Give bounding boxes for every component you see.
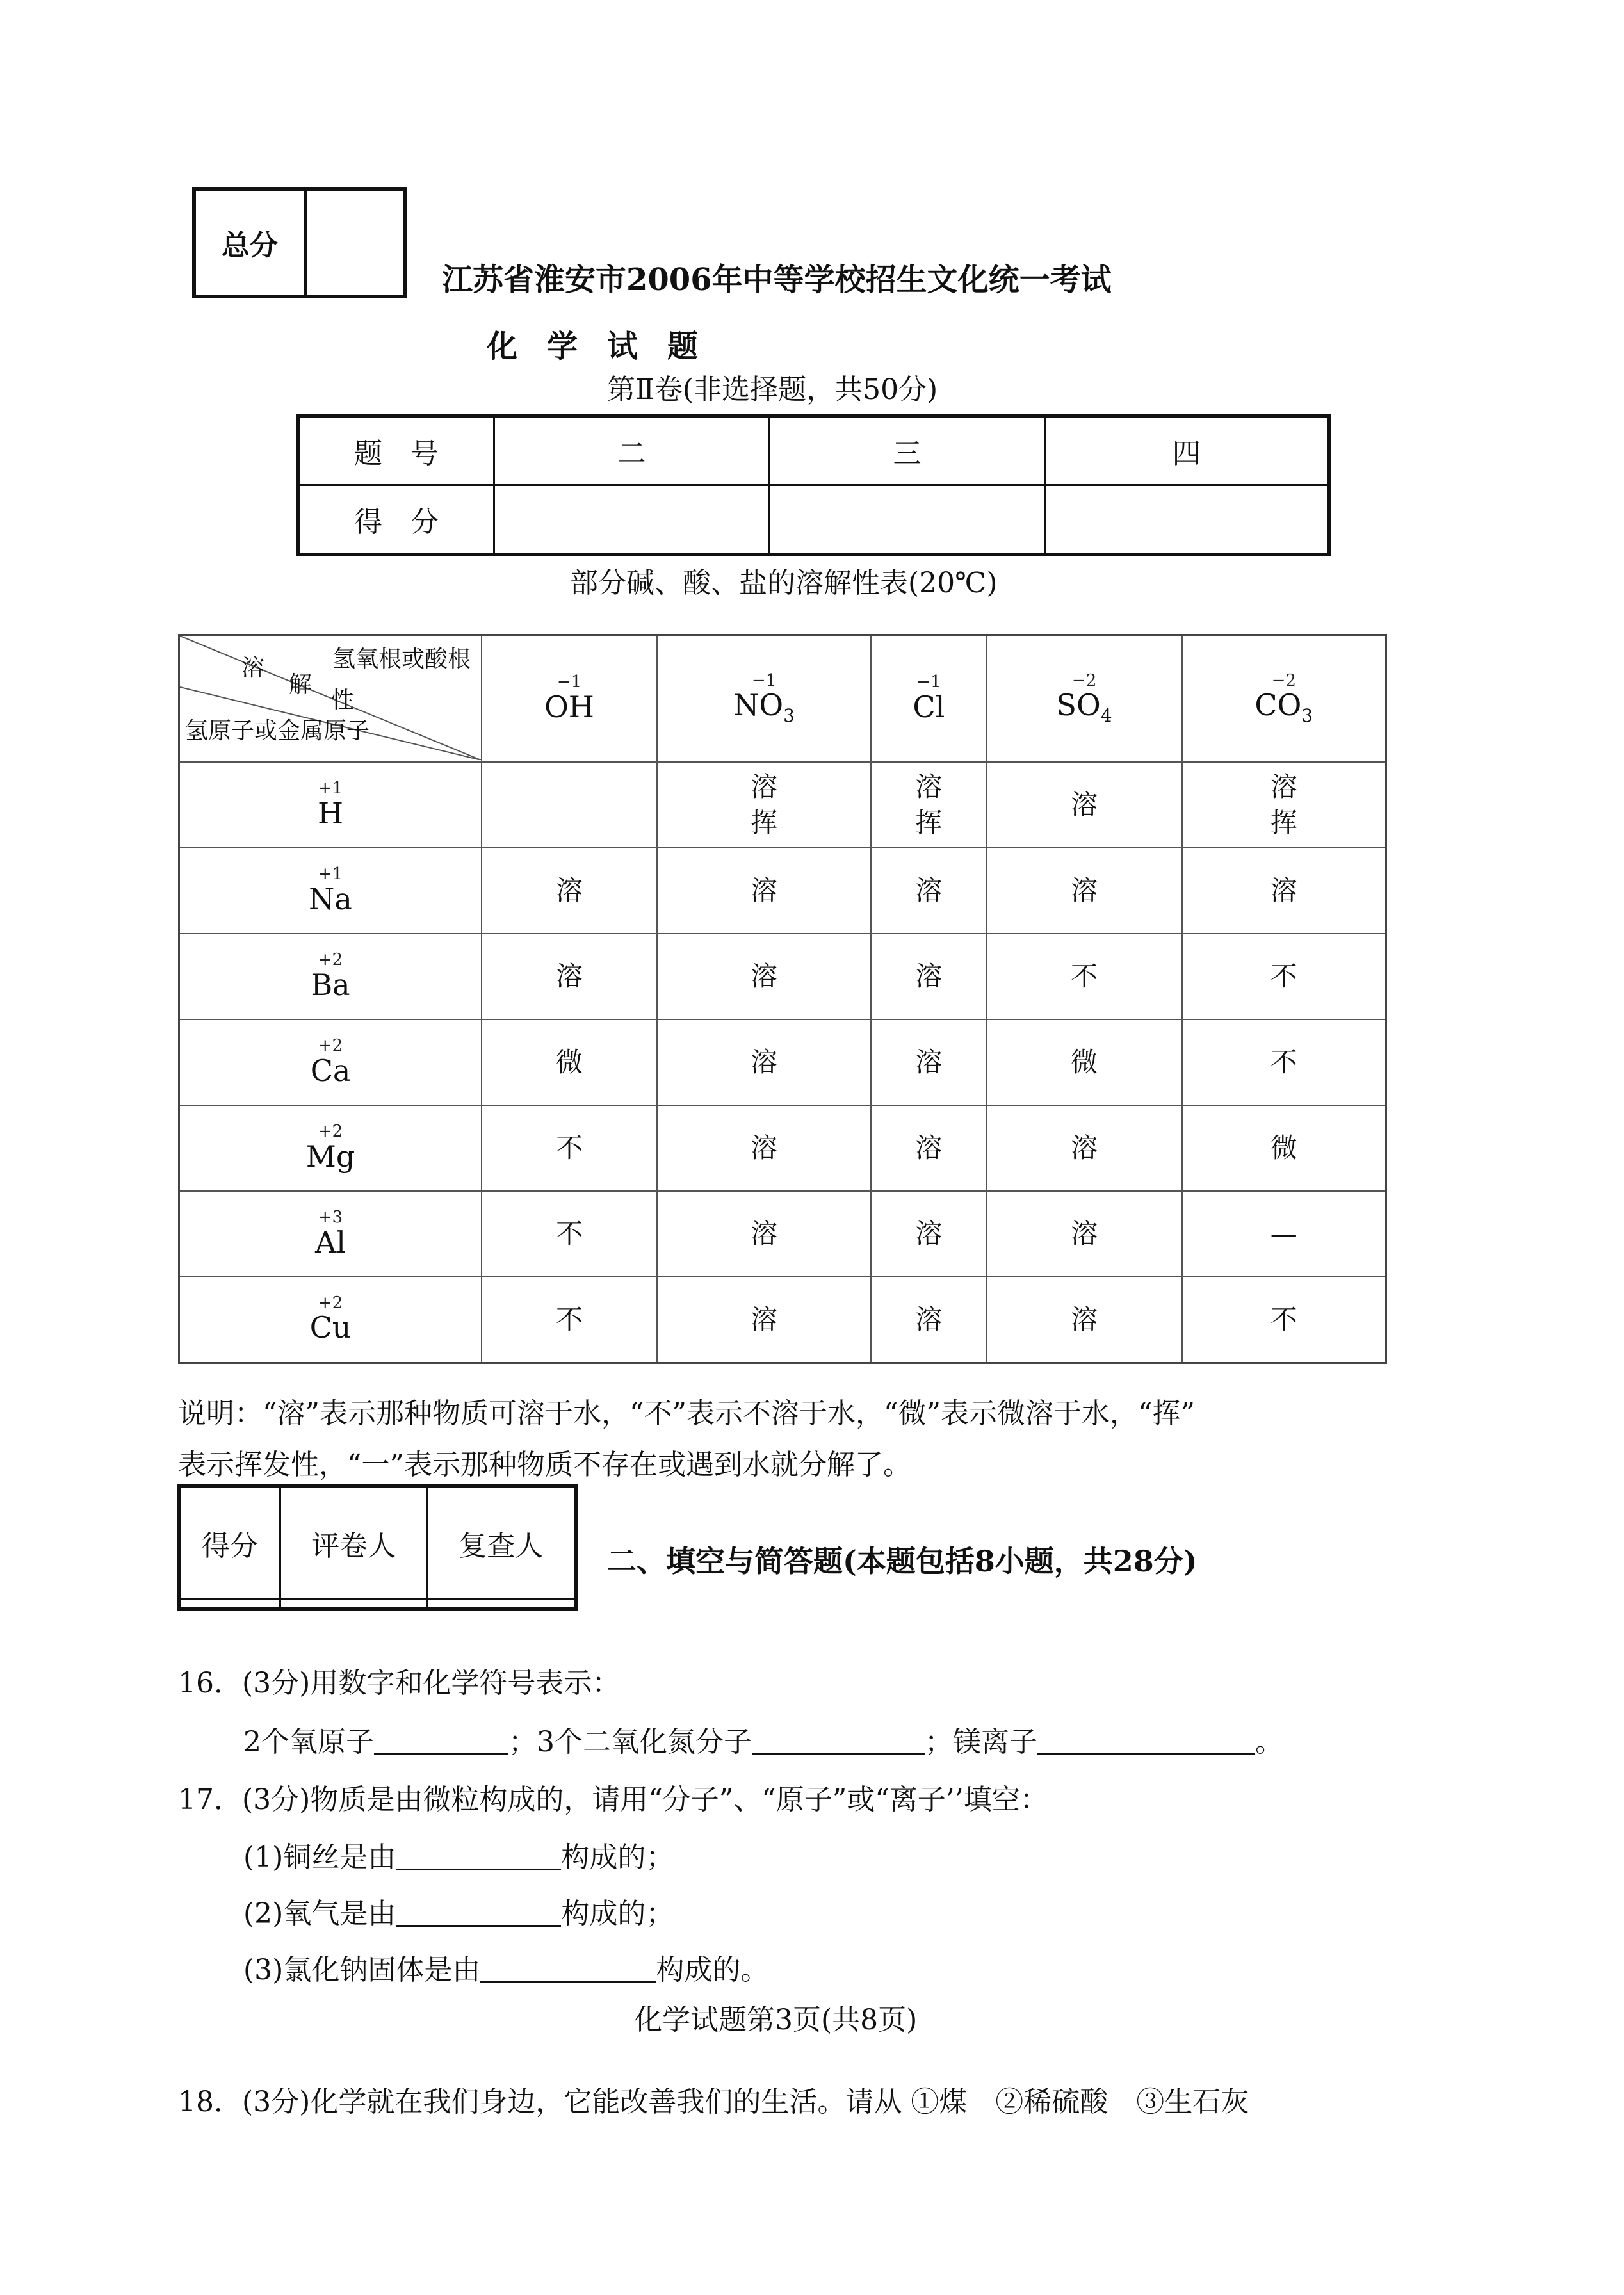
solubility-row-na xyxy=(179,848,1386,934)
solubility-cell: 溶 挥 xyxy=(657,762,871,848)
solubility-cell: 溶 xyxy=(657,848,871,934)
cation-header-ca: +2 Ca xyxy=(179,1019,482,1105)
section-two-header: 二 xyxy=(494,416,770,485)
anion-header-co3: −2 $CO_3$ xyxy=(1182,635,1386,763)
anion-header-oh: −1 OH xyxy=(482,635,657,763)
solubility-cell: 溶 xyxy=(657,1019,871,1105)
cation-header-ba: +2 Ba xyxy=(179,934,482,1019)
q17-1-suffix: 构成的； xyxy=(561,1841,674,1874)
solubility-cell: 不 xyxy=(1182,1019,1386,1105)
solubility-table-caption: 部分碱、酸、盐的溶解性表(20℃) xyxy=(570,567,998,599)
solubility-cell: 溶 xyxy=(1182,848,1386,934)
solubility-cell: 溶 xyxy=(987,848,1182,934)
solubility-cell: 微 xyxy=(987,1019,1182,1105)
question-17-part-3 xyxy=(243,1947,768,1988)
q17-blank-1[interactable] xyxy=(396,1843,561,1870)
solubility-cell: 不 xyxy=(1182,934,1386,1019)
solubility-cell: 溶 挥 xyxy=(871,762,987,848)
grader-score-cell[interactable] xyxy=(179,1599,280,1609)
subject-title: 化学试题 xyxy=(487,328,728,364)
solubility-cell: 溶 xyxy=(871,848,987,934)
solubility-row-ca xyxy=(179,1019,1386,1105)
anion-header-so4: −2 $SO_4$ xyxy=(987,635,1182,763)
solubility-cell: 溶 xyxy=(871,1105,987,1191)
q17-2-suffix: 构成的； xyxy=(561,1897,674,1930)
cation-header-al: +3 Al xyxy=(179,1191,482,1277)
solubility-cell xyxy=(482,762,657,848)
q16-end: 。 xyxy=(1255,1726,1283,1758)
question-16-answers xyxy=(243,1719,1283,1760)
total-score-value[interactable] xyxy=(307,191,403,295)
cation-header-na: +1 Na xyxy=(179,848,482,934)
solubility-cell: 溶 xyxy=(871,934,987,1019)
solubility-cell: 溶 挥 xyxy=(1182,762,1386,848)
diag-text-xing: 性 xyxy=(331,687,355,713)
section-three-header: 三 xyxy=(770,416,1045,485)
diag-text-cation: 氢原子或金属原子 xyxy=(185,718,370,744)
grader-checker-header: 复查人 xyxy=(427,1486,576,1599)
q16-blank-b[interactable] xyxy=(752,1728,925,1755)
solubility-cell: 溶 xyxy=(657,1191,871,1277)
grader-checker-cell[interactable] xyxy=(427,1599,576,1609)
q17-blank-2[interactable] xyxy=(396,1899,561,1927)
score-cell-three[interactable] xyxy=(770,485,1045,555)
grader-reviewer-header: 评卷人 xyxy=(280,1486,427,1599)
solubility-cell: 不 xyxy=(1182,1277,1386,1363)
diag-text-rong: 溶 xyxy=(241,655,265,681)
question-17-part-2 xyxy=(243,1890,674,1931)
solubility-table-body xyxy=(179,762,1386,1363)
solubility-cell: 溶 xyxy=(657,934,871,1019)
total-score-label: 总分 xyxy=(196,191,307,295)
solubility-row-mg xyxy=(179,1105,1386,1191)
solubility-cell: 溶 xyxy=(871,1277,987,1363)
q17-3-label: (3)氯化钠固体是由 xyxy=(243,1954,481,1986)
question-16-stem: 16．(3分)用数字和化学符号表示： xyxy=(178,1667,621,1699)
question-18-stem: 18．(3分)化学就在我们身边，它能改善我们的生活。请从 ①煤 ②稀硫酸 ③生石灰 xyxy=(178,2086,1249,2118)
section-title: 二、填空与简答题(本题包括8小题，共28分) xyxy=(607,1544,1198,1578)
anion-header-cl: −1 Cl xyxy=(871,635,987,763)
solubility-cell: 微 xyxy=(1182,1105,1386,1191)
score-label: 得 分 xyxy=(298,485,494,555)
solubility-cell: 溶 xyxy=(482,848,657,934)
page-footer: 化学试题第3页(共8页) xyxy=(634,2004,918,2036)
diagonal-header-cell xyxy=(179,635,482,763)
solubility-cell: 溶 xyxy=(987,1277,1182,1363)
score-cell-four[interactable] xyxy=(1045,485,1329,555)
grader-table xyxy=(177,1484,578,1611)
solubility-cell: — xyxy=(1182,1191,1386,1277)
solubility-cell: 不 xyxy=(482,1277,657,1363)
solubility-cell: 微 xyxy=(482,1019,657,1105)
solubility-cell: 溶 xyxy=(987,762,1182,848)
cation-header-h: +1 H xyxy=(179,762,482,848)
score-cell-two[interactable] xyxy=(494,485,770,555)
cation-header-mg: +2 Mg xyxy=(179,1105,482,1191)
solubility-note xyxy=(178,1388,1452,1491)
solubility-cell: 溶 xyxy=(987,1105,1182,1191)
q16-item-a-label: 2个氧原子 xyxy=(243,1726,374,1758)
solubility-cell: 溶 xyxy=(657,1105,871,1191)
question-number-label: 题 号 xyxy=(298,416,494,485)
note-line-2: 表示挥发性，“一”表示那种物质不存在或遇到水就分解了。 xyxy=(178,1448,911,1481)
solubility-cell: 溶 xyxy=(987,1191,1182,1277)
exam-title: 江苏省淮安市2006年中等学校招生文化统一考试 xyxy=(442,262,1112,298)
diag-text-jie: 解 xyxy=(289,672,313,698)
diag-text-anion: 氢氧根或酸根 xyxy=(332,646,471,672)
section-four-header: 四 xyxy=(1045,416,1329,485)
solubility-row-ba xyxy=(179,934,1386,1019)
question-17-part-1 xyxy=(243,1834,674,1875)
solubility-cell: 溶 xyxy=(871,1191,987,1277)
total-score-box xyxy=(192,187,407,298)
solubility-table xyxy=(178,634,1387,1364)
q17-blank-3[interactable] xyxy=(480,1956,656,1983)
solubility-cell: 溶 xyxy=(871,1019,987,1105)
q17-3-suffix: 构成的。 xyxy=(656,1954,769,1986)
solubility-row-cu xyxy=(179,1277,1386,1363)
q16-item-c-label: ；镁离子 xyxy=(925,1726,1037,1758)
solubility-row-al xyxy=(179,1191,1386,1277)
grader-reviewer-cell[interactable] xyxy=(280,1599,427,1609)
cation-header-cu: +2 Cu xyxy=(179,1277,482,1363)
note-line-1: 说明：“溶”表示那种物质可溶于水，“不”表示不溶于水，“微”表示微溶于水，“挥” xyxy=(178,1397,1195,1430)
anion-header-no3: −1 $NO_3$ xyxy=(657,635,871,763)
score-table xyxy=(296,414,1331,556)
solubility-cell: 不 xyxy=(482,1191,657,1277)
q16-blank-a[interactable] xyxy=(374,1728,508,1755)
solubility-cell: 溶 xyxy=(657,1277,871,1363)
q17-2-label: (2)氧气是由 xyxy=(243,1897,396,1930)
solubility-cell: 不 xyxy=(987,934,1182,1019)
grader-score-header: 得分 xyxy=(179,1486,280,1599)
q17-1-label: (1)铜丝是由 xyxy=(243,1841,396,1874)
q16-item-b-label: ；3个二氧化氮分子 xyxy=(508,1726,752,1758)
solubility-row-h xyxy=(179,762,1386,848)
solubility-cell: 不 xyxy=(482,1105,657,1191)
volume-title: 第Ⅱ卷(非选择题，共50分) xyxy=(607,373,938,406)
solubility-cell: 溶 xyxy=(482,934,657,1019)
question-17-stem: 17．(3分)物质是由微粒构成的，请用“分子”、“原子”或“离子’’填空： xyxy=(178,1783,1048,1816)
q16-blank-c[interactable] xyxy=(1037,1728,1255,1755)
